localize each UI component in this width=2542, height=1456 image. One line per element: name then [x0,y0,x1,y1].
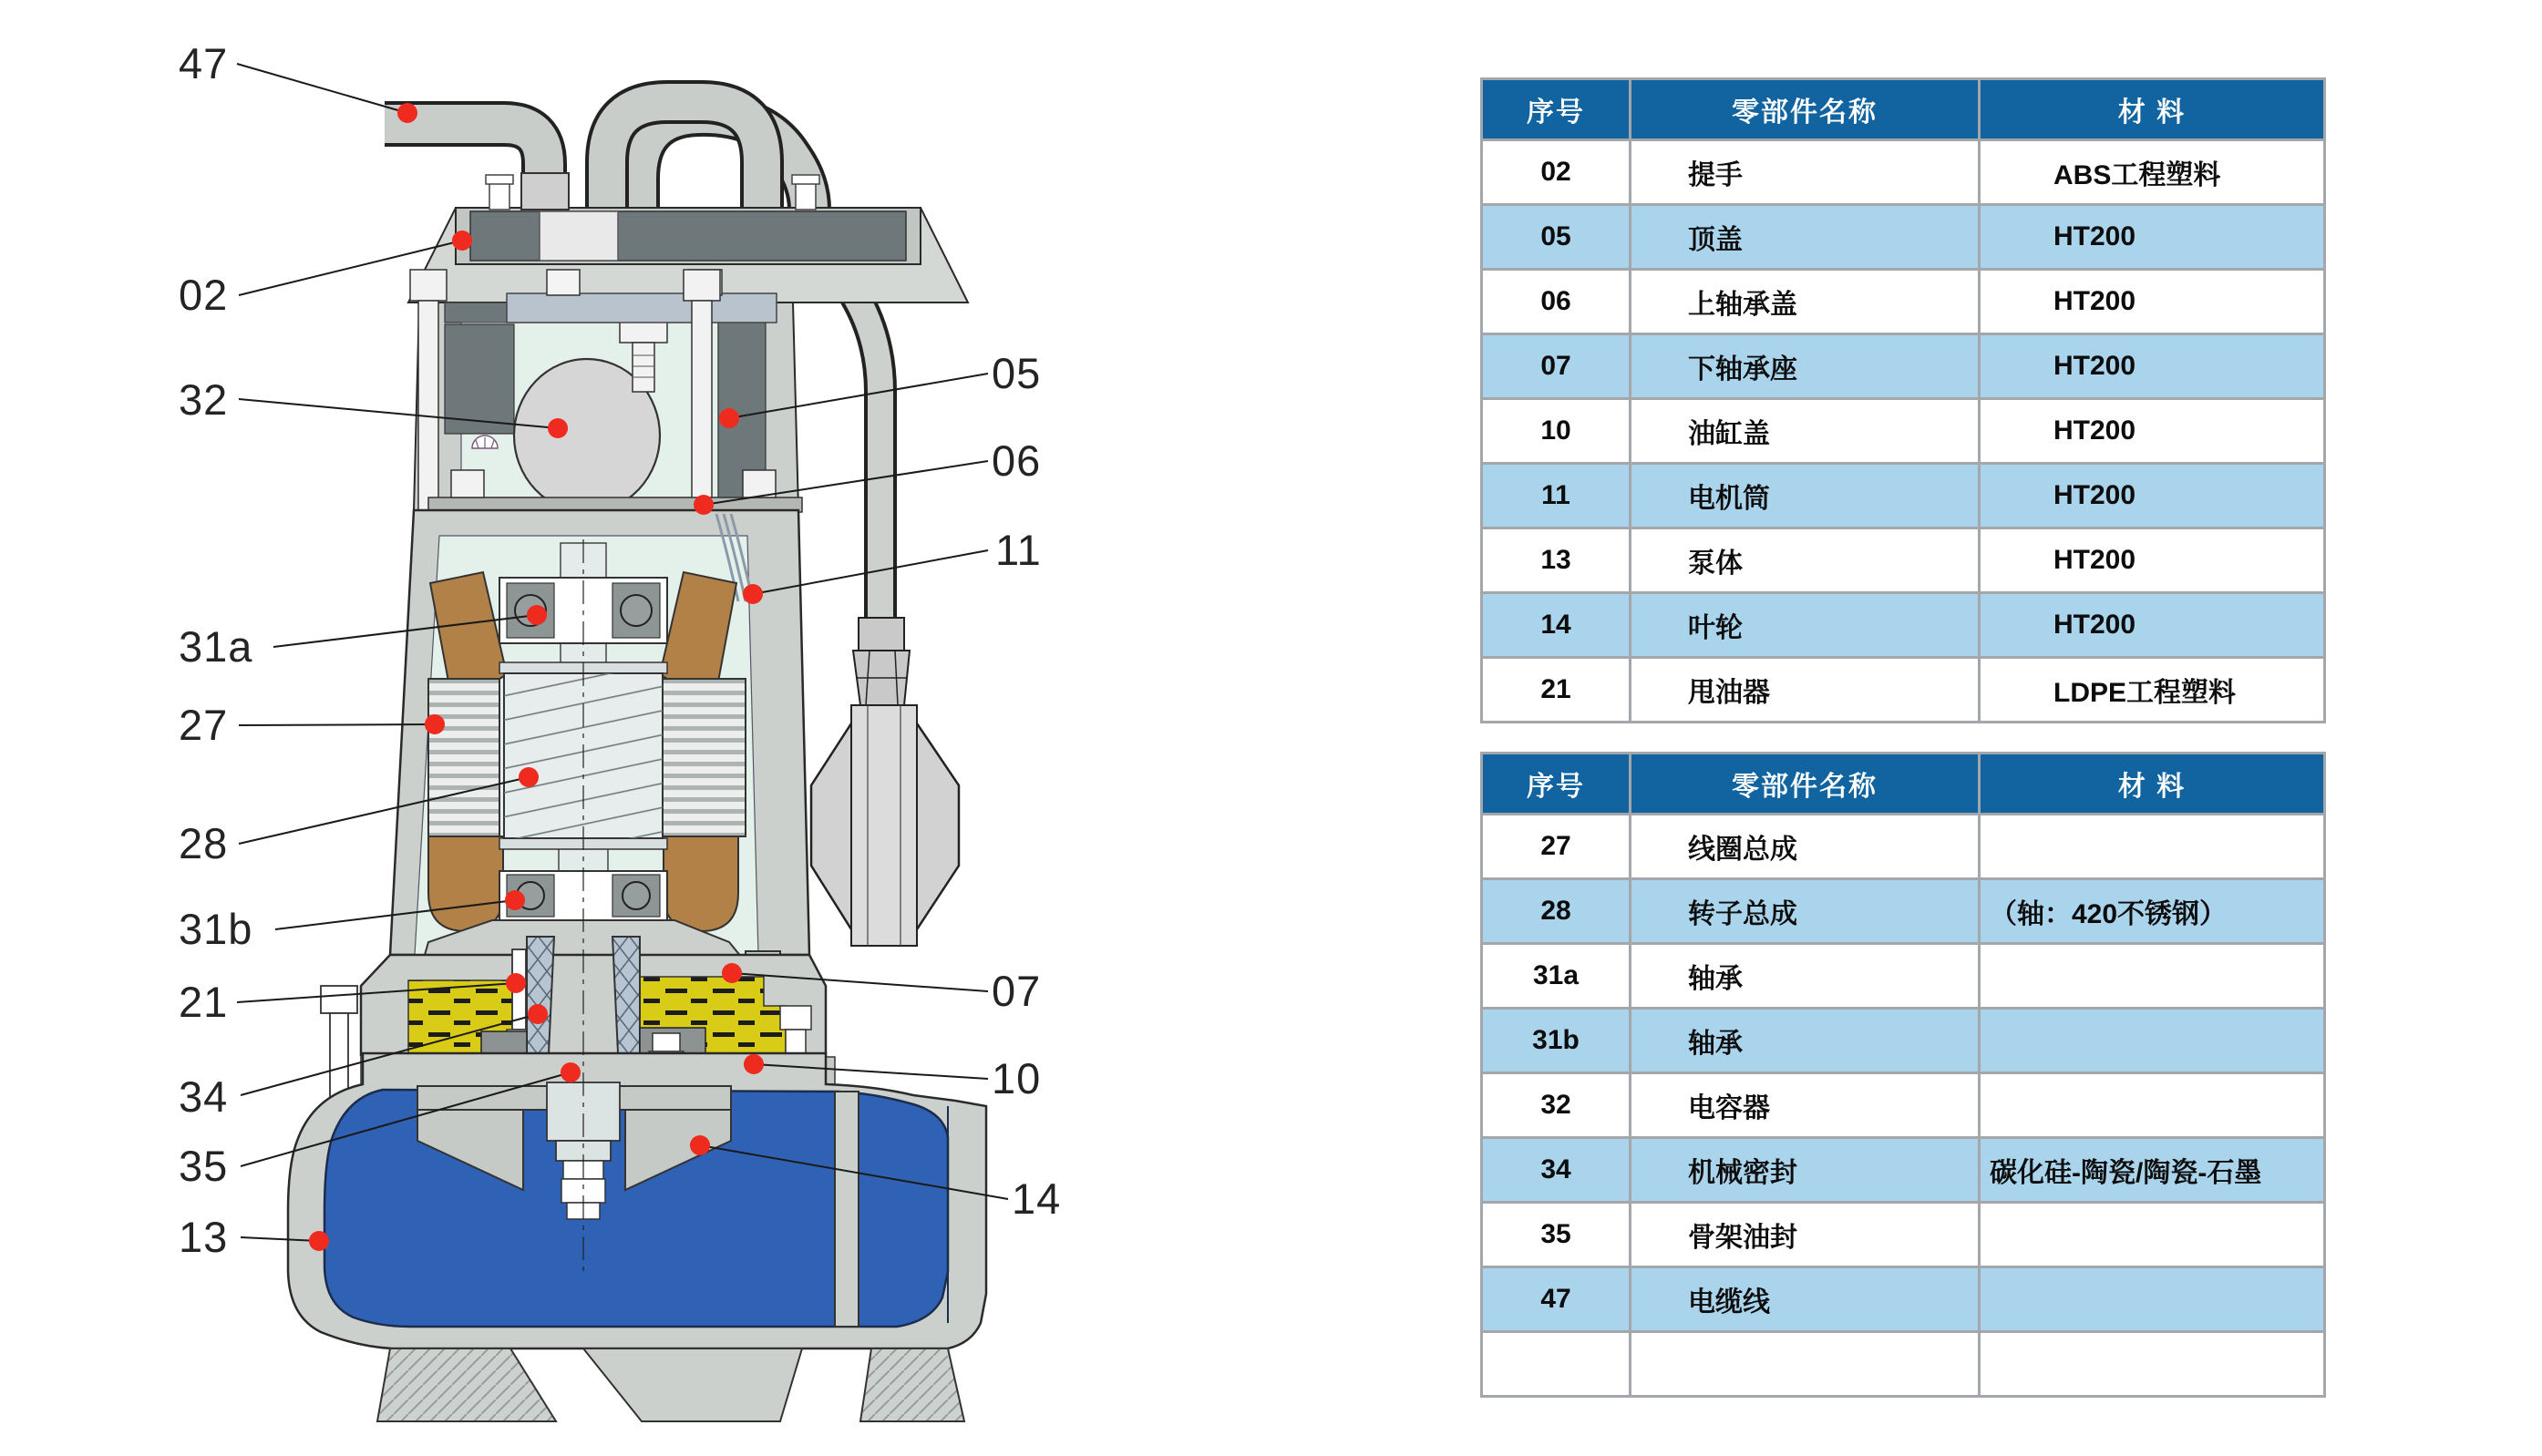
callout-label-34: 34 [179,1072,229,1121]
column-header: 零部件名称 [1631,754,1980,815]
table-cell: HT200 [1980,270,2325,334]
callout-label-07: 07 [992,967,1042,1015]
table-cell: 31a [1482,944,1631,1009]
callout-label-11: 11 [995,526,1042,574]
callout-label-02: 02 [179,271,229,319]
callout-label-27: 27 [179,701,229,749]
table-row [1482,399,2325,464]
table-cell: 泵体 [1631,528,1980,593]
callout-dot-31b [505,890,525,910]
callout-dot-10 [744,1054,764,1074]
table-cell: 电容器 [1631,1073,1980,1138]
table-cell: （轴：420不锈钢） [1980,879,2325,944]
table-cell: 06 [1482,270,1631,334]
table-cell [1631,1332,1980,1397]
table-row [1482,140,2325,205]
table-cell: 油缸盖 [1631,399,1980,464]
callout-label-05: 05 [992,349,1042,397]
table-cell [1980,1332,2325,1397]
table-cell: 11 [1482,464,1631,528]
column-header: 材 料 [1980,754,2325,815]
callout-label-13: 13 [179,1213,229,1261]
callout-label-06: 06 [992,436,1042,485]
table-cell [1980,815,2325,879]
table-cell: 35 [1482,1203,1631,1267]
callout-label-28: 28 [179,819,229,867]
column-header: 序号 [1482,79,1631,140]
callout-label-10: 10 [992,1054,1042,1102]
callout-dot-06 [694,495,714,515]
table-row [1482,205,2325,270]
table-header-row [1482,754,2325,815]
callout-dot-02 [452,231,472,251]
callout-dot-28 [519,767,539,787]
table-cell: 07 [1482,334,1631,399]
table-cell: 碳化硅-陶瓷/陶瓷-石墨 [1980,1138,2325,1203]
column-header: 材 料 [1980,79,2325,140]
table-row [1482,815,2325,879]
table-cell: 13 [1482,528,1631,593]
table-cell: 21 [1482,658,1631,723]
table-cell: 骨架油封 [1631,1203,1980,1267]
table-cell: 顶盖 [1631,205,1980,270]
table-cell: 甩油器 [1631,658,1980,723]
callout-dot-14 [690,1135,710,1155]
cable-47 [385,124,544,211]
table-cell: HT200 [1980,464,2325,528]
table-cell [1980,1073,2325,1138]
table-row [1482,1138,2325,1203]
table-cell: 34 [1482,1138,1631,1203]
table-row [1482,464,2325,528]
callout-label-14: 14 [1012,1174,1062,1223]
cable-gland [521,173,569,210]
table-row [1482,1203,2325,1267]
callout-dot-11 [743,584,763,604]
table-row [1482,1267,2325,1332]
callout-label-31a: 31a [179,622,253,671]
table-cell: 线圈总成 [1631,815,1980,879]
callout-dot-05 [719,408,739,428]
table-cell: 转子总成 [1631,879,1980,944]
table-row [1482,944,2325,1009]
table-cell: 28 [1482,879,1631,944]
table-cell: 下轴承座 [1631,334,1980,399]
table-row [1482,1332,2325,1397]
table-cell: 电缆线 [1631,1267,1980,1332]
table-cell: 上轴承盖 [1631,270,1980,334]
callout-dot-07 [722,963,742,983]
table-cell: 27 [1482,815,1631,879]
table-cell: LDPE工程塑料 [1980,658,2325,723]
table-cell: ABS工程塑料 [1980,140,2325,205]
table-row [1482,528,2325,593]
table-cell: HT200 [1980,205,2325,270]
callout-label-35: 35 [179,1142,229,1190]
table-cell: 02 [1482,140,1631,205]
callout-dot-13 [309,1231,329,1251]
callout-dot-35 [561,1062,581,1082]
table-row [1482,1073,2325,1138]
pump-feet [377,1348,964,1421]
column-header: 零部件名称 [1631,79,1980,140]
callout-dot-27 [425,714,445,734]
table-cell: HT200 [1980,528,2325,593]
callout-label-21: 21 [179,978,229,1026]
table-cell: 32 [1482,1073,1631,1138]
callout-dot-34 [528,1004,548,1024]
column-header: 序号 [1482,754,1631,815]
callout-label-31b: 31b [179,905,253,953]
outlet-flange [835,1092,859,1327]
table-cell: 轴承 [1631,944,1980,1009]
table-cell: 05 [1482,205,1631,270]
table-cell: 叶轮 [1631,593,1980,658]
float-switch-cable [806,239,910,705]
float-switch [811,705,959,946]
table-cell: HT200 [1980,399,2325,464]
table-cell [1980,944,2325,1009]
table-row [1482,593,2325,658]
table-row [1482,1009,2325,1073]
table-cell: HT200 [1980,593,2325,658]
table-row [1482,658,2325,723]
table-cell: 轴承 [1631,1009,1980,1073]
table-cell: 电机筒 [1631,464,1980,528]
table-row [1482,270,2325,334]
callout-dot-32 [548,418,568,438]
table-header-row [1482,79,2325,140]
table-cell: 机械密封 [1631,1138,1980,1203]
callout-label-47: 47 [179,39,229,87]
table-cell: HT200 [1980,334,2325,399]
table-cell: 14 [1482,593,1631,658]
table-cell [1482,1332,1631,1397]
callout-dot-21 [506,973,526,993]
callout-label-32: 32 [179,375,229,424]
table-cell [1980,1203,2325,1267]
table-cell: 31b [1482,1009,1631,1073]
table-cell [1980,1267,2325,1332]
parts-table-1 [1480,77,2326,723]
table-cell: 47 [1482,1267,1631,1332]
callout-dot-31a [527,605,547,625]
table-cell [1980,1009,2325,1073]
table-row [1482,334,2325,399]
table-row [1482,879,2325,944]
parts-table-2 [1480,752,2326,1398]
table-cell: 提手 [1631,140,1980,205]
callout-dot-47 [397,103,417,123]
table-cell: 10 [1482,399,1631,464]
